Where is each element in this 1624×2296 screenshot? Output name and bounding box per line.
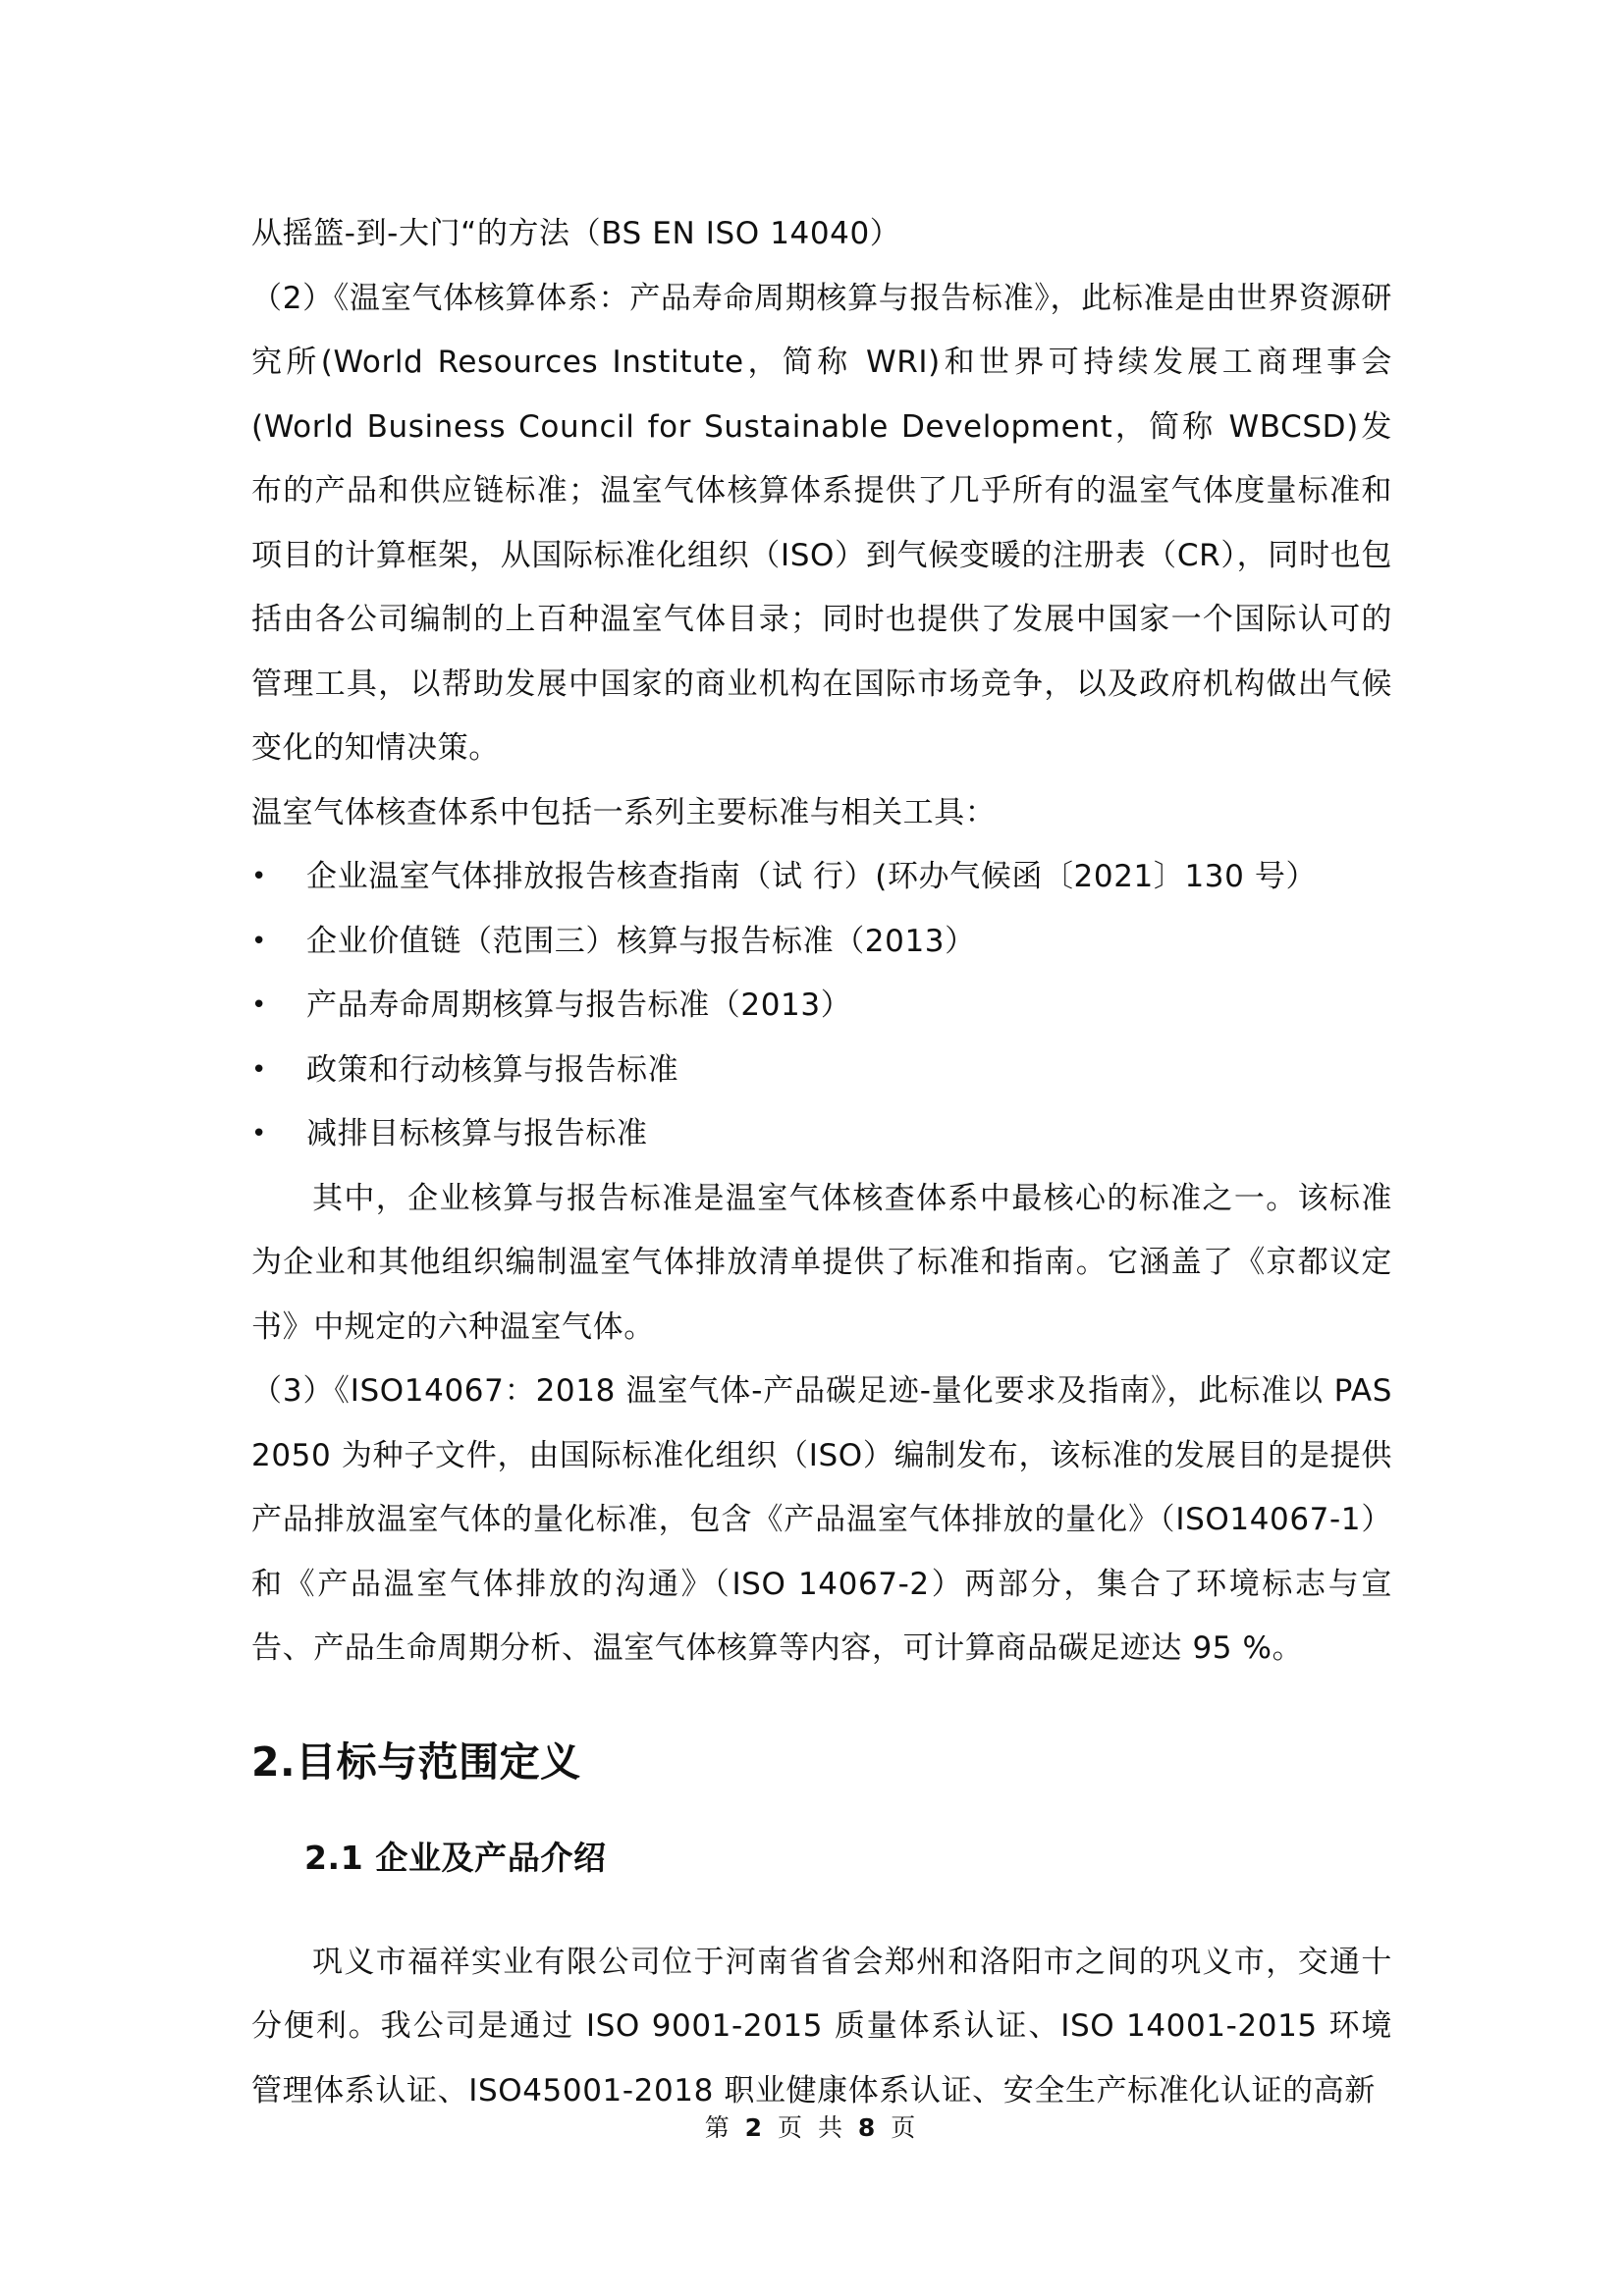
list-item: • 企业温室气体排放报告核查指南（试 行）(环办气候函〔2021〕130 号）	[251, 845, 1392, 910]
footer-suffix: 页	[891, 2113, 920, 2142]
list-item: • 企业价值链（范围三）核算与报告标准（2013）	[251, 910, 1392, 975]
list-item: • 政策和行动核算与报告标准	[251, 1039, 1392, 1103]
current-page-number: 2	[744, 2113, 767, 2142]
paragraph-iso14067: （3）《ISO14067：2018 温室气体-产品碳足迹-量化要求及指南》，此标准以 PAS 2050 为种子文件，由国际标准化组织（ISO）编制发布，该标准的发展目的是提供产品排放温室气体的量化标准，包含《产品温室气体排放的量化》（ISO14067-1）和《产品温室气体排放的沟通》（ISO 14067-2）两部分，集合了环境标志与宣告、产品生命周期分析、温室气体核算等内容，可计算商品碳足迹达 95 %。	[251, 1373, 1392, 1666]
paragraph-ghg-protocol: （2）《温室气体核算体系：产品寿命周期核算与报告标准》，此标准是由世界资源研究所(World Resources Institute，简称 WRI)和世界可持续发展工商理事会(World Business Council for Sustainable Development，简称 WBCSD)发布的产品和供应链标准；温室气体核算体系提供了几乎所有的温室气体度量标准和项目的计算框架，从国际标准化组织（ISO）到气候变暖的注册表（CR），同时也包括由各公司编制的上百种温室气体目录；同时也提供了发展中国家一个国际认可的管理工具，以帮助发展中国家的商业机构在国际市场竞争，以及政府机构做出气候变化的知情决策。	[251, 280, 1392, 766]
total-page-number: 8	[857, 2113, 880, 2142]
standards-list	[251, 845, 1392, 1167]
footer-middle: 页 共	[778, 2113, 846, 2142]
bullet-icon: •	[251, 862, 267, 891]
bullet-icon: •	[251, 1119, 267, 1148]
paragraph-continuation: 从摇篮-到-大门“的方法（BS EN ISO 14040）	[251, 216, 901, 251]
bullet-icon: •	[251, 990, 267, 1020]
list-item: • 减排目标核算与报告标准	[251, 1102, 1392, 1167]
footer-prefix: 第	[704, 2113, 733, 2142]
bullet-icon: •	[251, 926, 267, 956]
list-item: • 产品寿命周期核算与报告标准（2013）	[251, 974, 1392, 1039]
section-heading: 2.目标与范围定义	[251, 1737, 581, 1786]
paragraph-core-standard: 其中，企业核算与报告标准是温室气体核查体系中最核心的标准之一。该标准为企业和其他组织编制温室气体排放清单提供了标准和指南。它涵盖了《京都议定书》中规定的六种温室气体。	[251, 1180, 1392, 1345]
paragraph-standards-intro: 温室气体核查体系中包括一系列主要标准与相关工具：	[251, 794, 997, 830]
bullet-icon: •	[251, 1054, 267, 1085]
page-content	[251, 202, 1392, 2123]
page-footer	[0, 2109, 1624, 2144]
subsection-heading: 2.1 企业及产品介绍	[304, 1838, 607, 1877]
paragraph-company-intro: 巩义市福祥实业有限公司位于河南省省会郑州和洛阳市之间的巩义市，交通十分便利。我公司是通过 ISO 9001-2015 质量体系认证、ISO 14001-2015 环境管理体系认证、ISO45001-2018 职业健康体系认证、安全生产标准化认证的高新	[251, 1944, 1392, 2109]
